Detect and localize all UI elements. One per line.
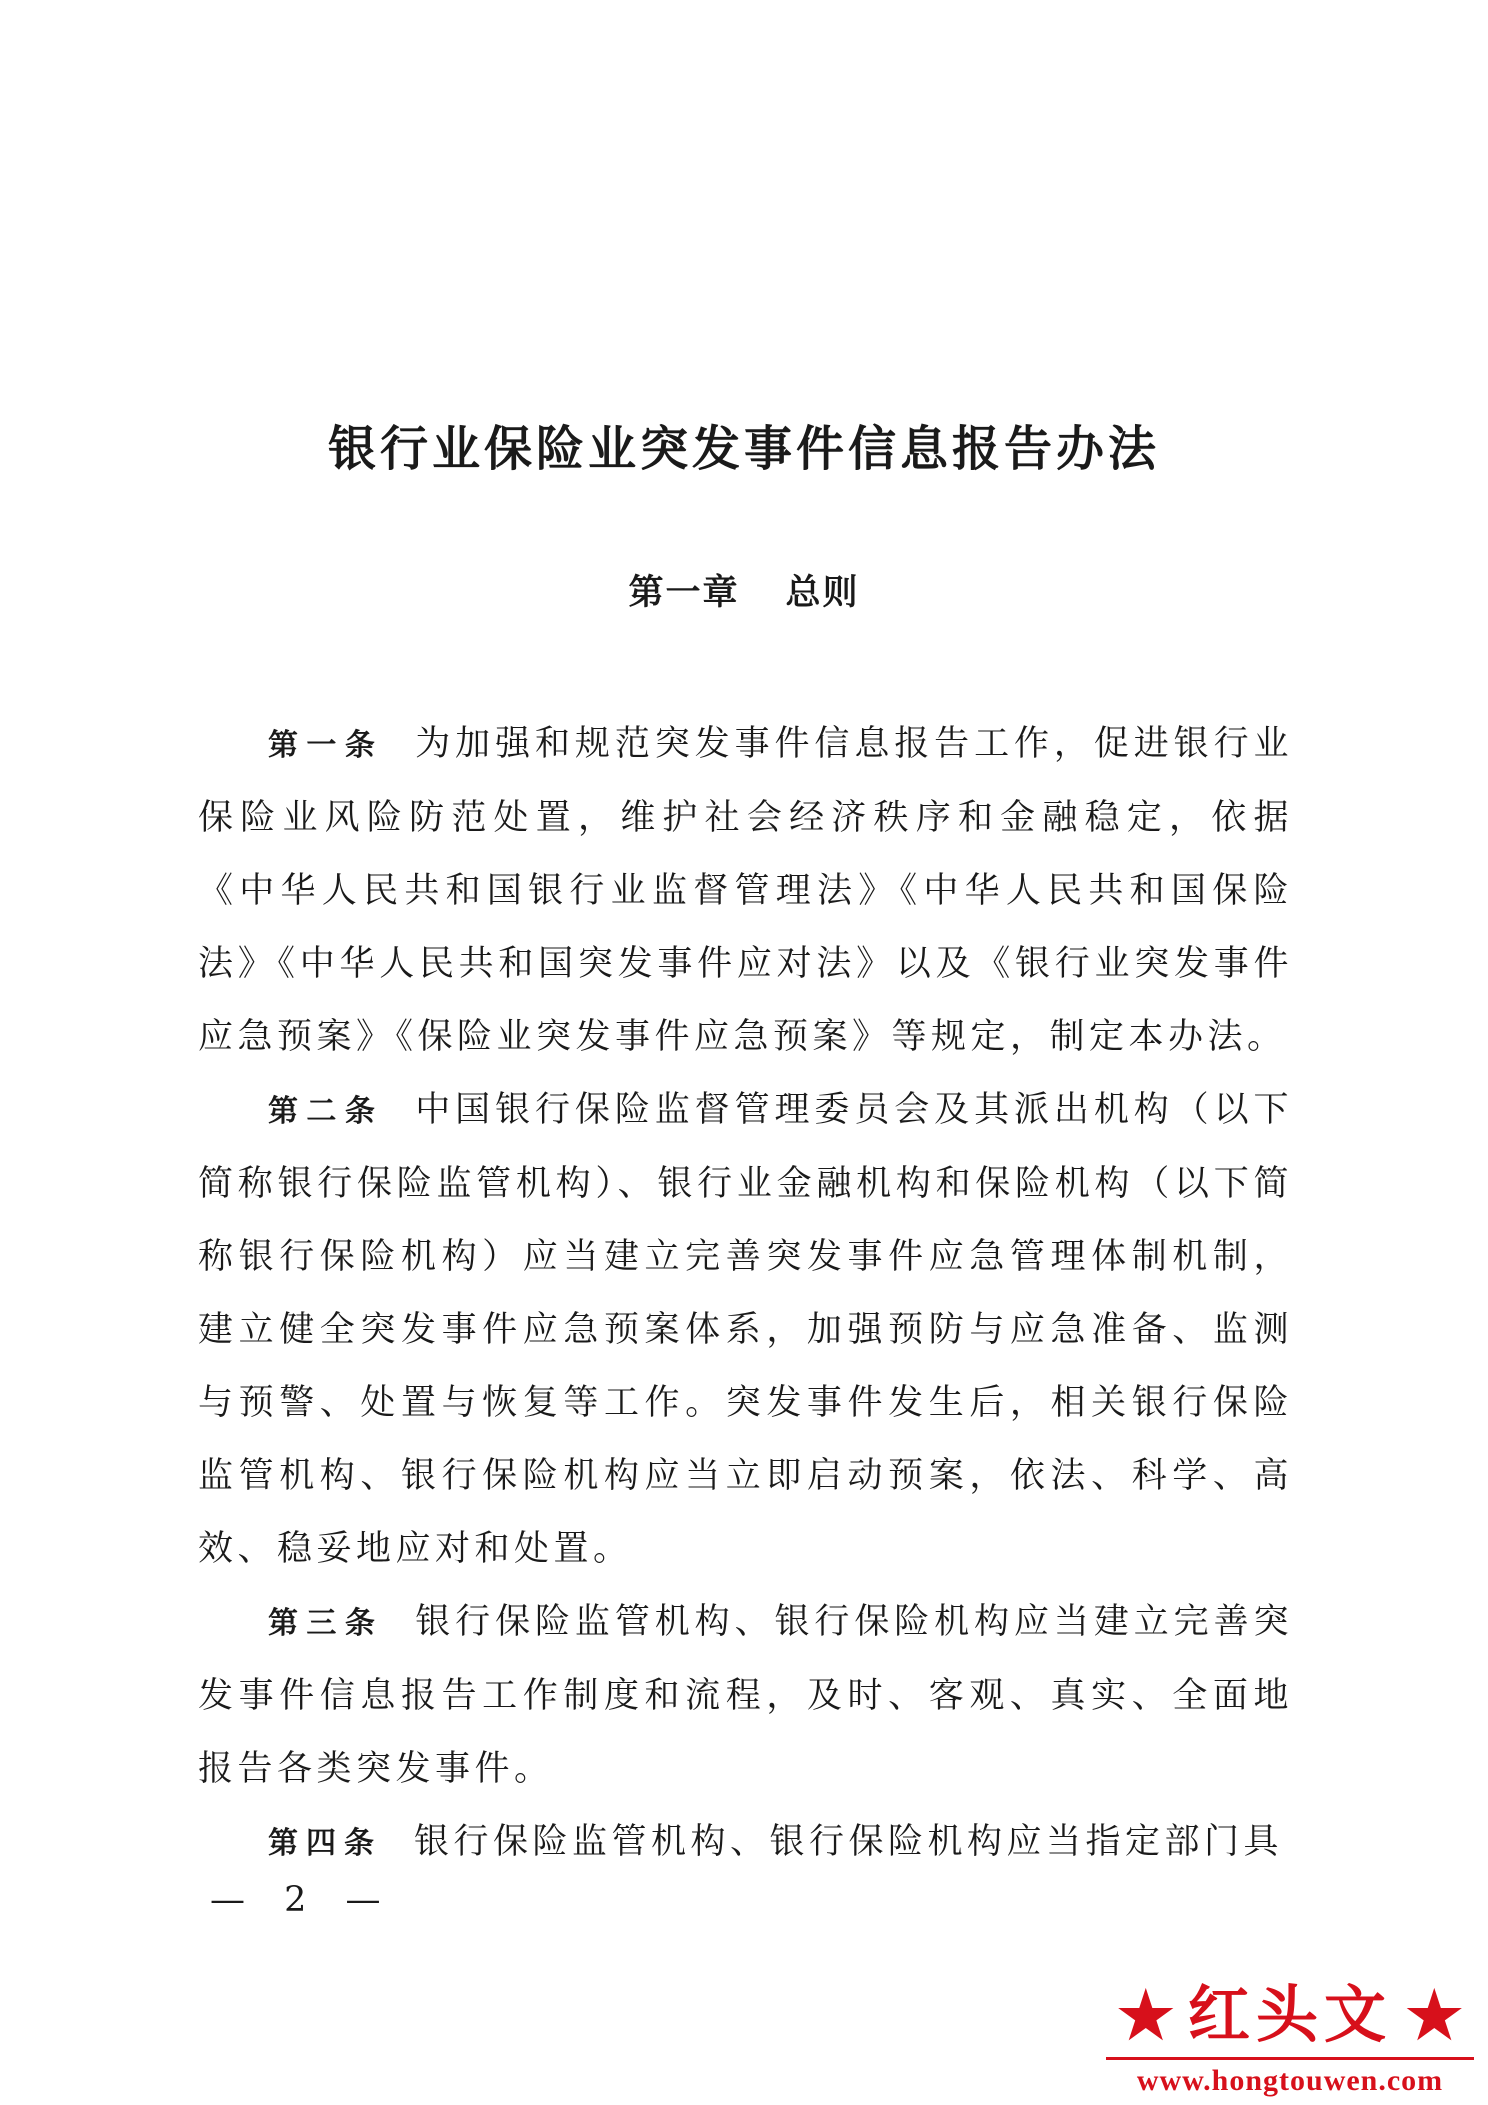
star-icon: ★ <box>1402 1973 1467 2057</box>
article-1 <box>198 708 1293 1074</box>
page-number: — 2 — <box>210 1880 395 1920</box>
site-watermark <box>1100 1975 1480 2100</box>
watermark-url: www.hongtouwen.com <box>1136 2064 1444 2097</box>
watermark-divider <box>1106 2057 1474 2060</box>
watermark-text: 红头文 <box>1187 1978 1392 2051</box>
article-3 <box>198 1586 1293 1806</box>
article-label: 第二条 <box>268 1094 384 1129</box>
article-text: 中国银行保险监督管理委员会及其派出机构（以下简称银行保险监管机构）、银行业金融机构和保险机构（以下简称银行保险机构）应当建立完善突发事件应急管理体制机制，建立健全突发事件应急预案体系，加强预防与应急准备、监测与预警、处置与恢复等工作。突发事件发生后，相关银行保险监管机构、银行保险机构应当立即启动预案，依法、科学、高效、稳妥地应对和处置。 <box>198 1090 1293 1569</box>
document-title: 银行业保险业突发事件信息报告办法 <box>327 421 1160 477</box>
article-label: 第三条 <box>268 1606 384 1641</box>
article-label: 第四条 <box>268 1826 382 1861</box>
document-body <box>198 708 1293 1880</box>
chapter-heading <box>0 565 1488 615</box>
article-4 <box>198 1806 1293 1880</box>
article-text: 银行保险监管机构、银行保险机构应当指定部门具 <box>414 1822 1284 1862</box>
chapter-name: 总则 <box>785 573 860 613</box>
article-label: 第一条 <box>268 728 384 763</box>
chapter-number: 第一章 <box>628 573 740 613</box>
watermark-banner <box>1100 1975 1480 2055</box>
article-text: 银行保险监管机构、银行保险机构应当建立完善突发事件信息报告工作制度和流程，及时、客观、真实、全面地报告各类突发事件。 <box>198 1602 1293 1789</box>
article-text: 为加强和规范突发事件信息报告工作，促进银行业保险业风险防范处置，维护社会经济秩序和金融稳定，依据《中华人民共和国银行业监督管理法》《中华人民共和国保险法》《中华人民共和国突发事件应对法》以及《银行业突发事件应急预案》《保险业突发事件应急预案》等规定，制定本办法。 <box>198 724 1293 1057</box>
star-icon: ★ <box>1113 1973 1178 2057</box>
article-2 <box>198 1074 1293 1586</box>
